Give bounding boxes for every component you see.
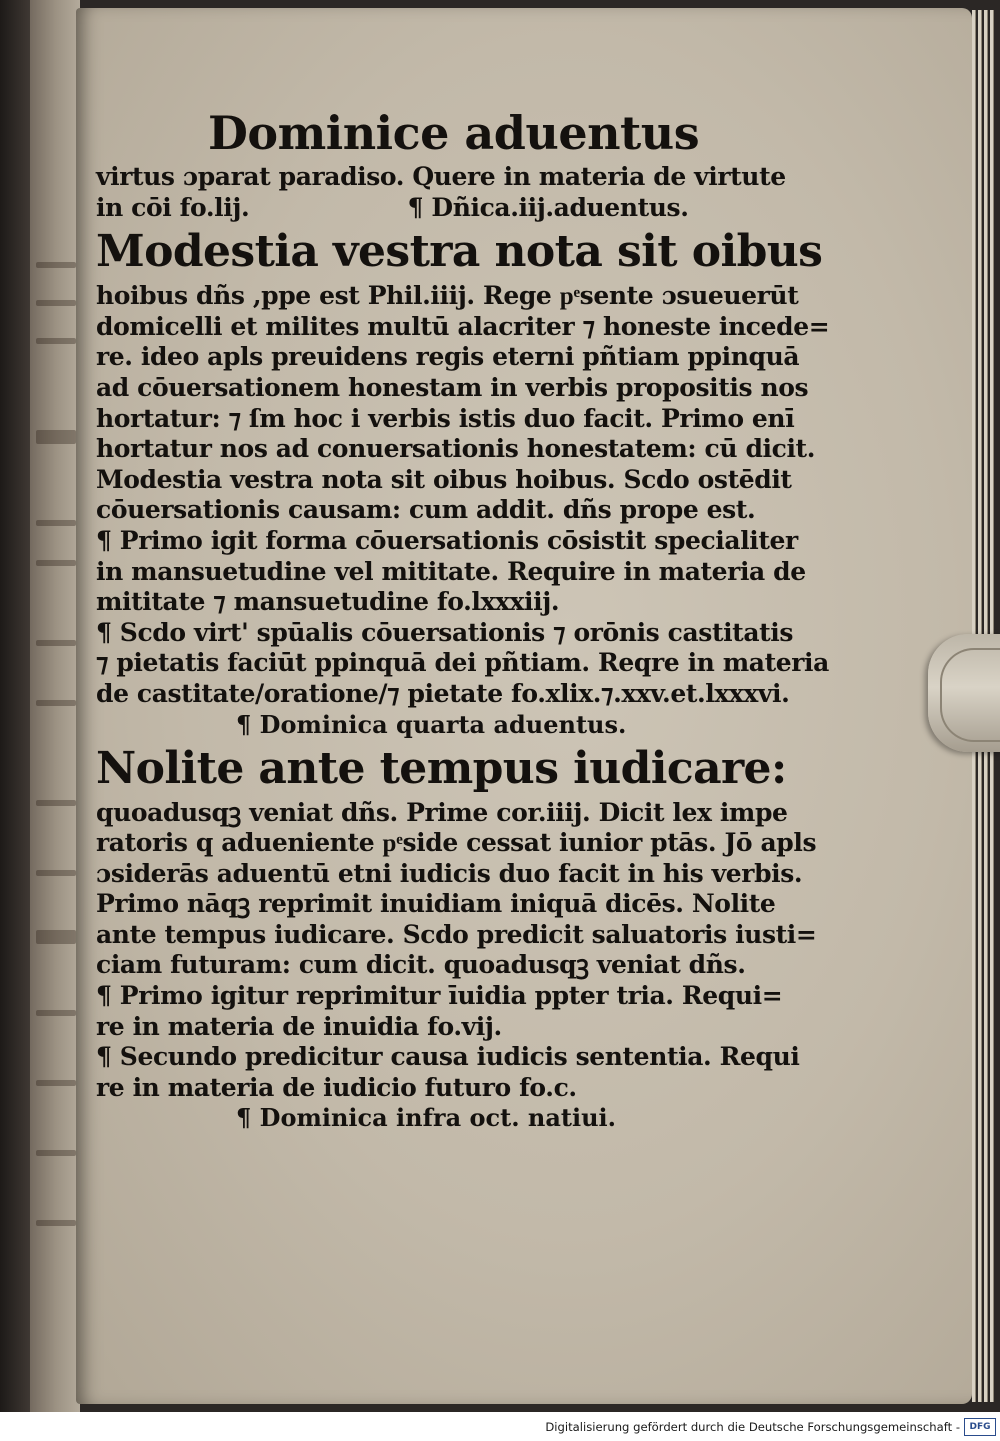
text-line: quoadusqꝫ veniat dñs. Prime cor.iiij. Dicit lex impe (96, 797, 788, 827)
dfg-logo[interactable]: DFG (964, 1418, 996, 1436)
text-line: ante tempus iudicare. Scdo predicit saluatoris iusti= (96, 919, 817, 949)
text-line: in mansuetudine vel mititate. Require in materia de (96, 556, 806, 586)
text-line: ratoris q aduenientе pͤside cessat iunior ptās. Jō apls (96, 828, 817, 858)
ghost-text (36, 300, 76, 306)
text-line: de castitate/oratione/⁊ pietate fo.xlix.⁊.xxv.et.lxxxvi. (96, 678, 790, 708)
text-line: virtus ɔparat paradiso. Quere in materia de virtute (96, 162, 786, 191)
ghost-text (36, 430, 76, 444)
clasp-ring (940, 648, 1000, 742)
ghost-text (36, 1150, 76, 1156)
text-line: ⁊ pietatis faciūt ppinquā dei pñtiam. Reqre in materia (96, 648, 829, 678)
heading-modestia: Modestia vestra nota sit oibus (96, 226, 823, 278)
text-line: ad cōuersationem honestam in verbis propositis nos (96, 372, 809, 402)
text-line: ¶ Scdo virt' spūalis cōuersationis ⁊ orōnis castitatis (96, 617, 794, 647)
heading-nolite: Nolite ante tempus iudicare: (96, 742, 787, 794)
text-line: ciam futuram: cum dicit. quoadusqꝫ veniat dñs. (96, 950, 746, 980)
ghost-text (36, 1010, 76, 1016)
text-line: hoibus dñs ,ppe est Phil.iiij. Rege pͤsente ɔsueuerūt (96, 281, 799, 311)
text-line: mititate ⁊ mansuetudine fo.lxxxiij. (96, 587, 560, 617)
text-line: hortatur: ⁊ ſm hoc i verbis istis duo facit. Primo enī (96, 403, 795, 433)
footer-bar (0, 1412, 1000, 1441)
ghost-text (36, 1080, 76, 1086)
subheading-third-sunday: ¶ Dñica.iij.aduentus. (407, 192, 689, 222)
text-line (96, 193, 796, 224)
text-line: re in materia de inuidia fo.vij. (96, 1011, 502, 1041)
ghost-text (36, 870, 76, 876)
ghost-text (36, 700, 76, 706)
book-clasp (928, 634, 1000, 752)
text-line: ɔsiderās aduentū etni iudicis duo facit in his verbis. (96, 858, 803, 888)
text-line: Modestia vestra nota sit oibus hoibus. Scdo ostēdit (96, 464, 792, 494)
text-line: ¶ Secundo predicitur causa iudicis sententia. Requi (96, 1042, 800, 1072)
subheading-fourth-sunday: ¶ Dominica quarta aduentus. (236, 709, 627, 739)
subheading-octave-nativity: ¶ Dominica infra oct. natiui. (236, 1103, 617, 1133)
text-line-part: in cōi fo.lij. (96, 192, 250, 222)
text-line: re. ideo apls preuidens regis eterni pñtiam ppinquā (96, 342, 800, 372)
page-text (96, 104, 830, 1133)
book-spine (0, 0, 30, 1412)
ghost-text (36, 262, 76, 268)
dfg-credit: Digitalisierung gefördert durch die Deutsche Forschungsgemeinschaft - (545, 1420, 960, 1434)
text-line: cōuersationis causam: cum addit. dñs prope est. (96, 495, 756, 525)
text-line: re in materia de iudicio futuro fo.c. (96, 1072, 577, 1102)
text-line: hortatur nos ad conuersationis honestatem: cū dicit. (96, 434, 815, 464)
ghost-text (36, 520, 76, 526)
ghost-text (36, 1220, 76, 1226)
heading-top: Dominice aduentus (208, 106, 700, 160)
text-line: domicelli et milites multū alacriter ⁊ honeste incede= (96, 311, 830, 341)
text-line: Primo nāqꝫ reprimit inuidiam iniquā dicēs. Nolite (96, 889, 776, 919)
ghost-text (36, 800, 76, 806)
ghost-text (36, 930, 76, 944)
ghost-text (36, 640, 76, 646)
ghost-text (36, 560, 76, 566)
ghost-text (36, 338, 76, 344)
text-line: ¶ Primo igit forma cōuersationis cōsistit specialiter (96, 525, 798, 555)
text-line: ¶ Primo igitur reprimitur īuidia ppter tria. Requi= (96, 981, 783, 1011)
